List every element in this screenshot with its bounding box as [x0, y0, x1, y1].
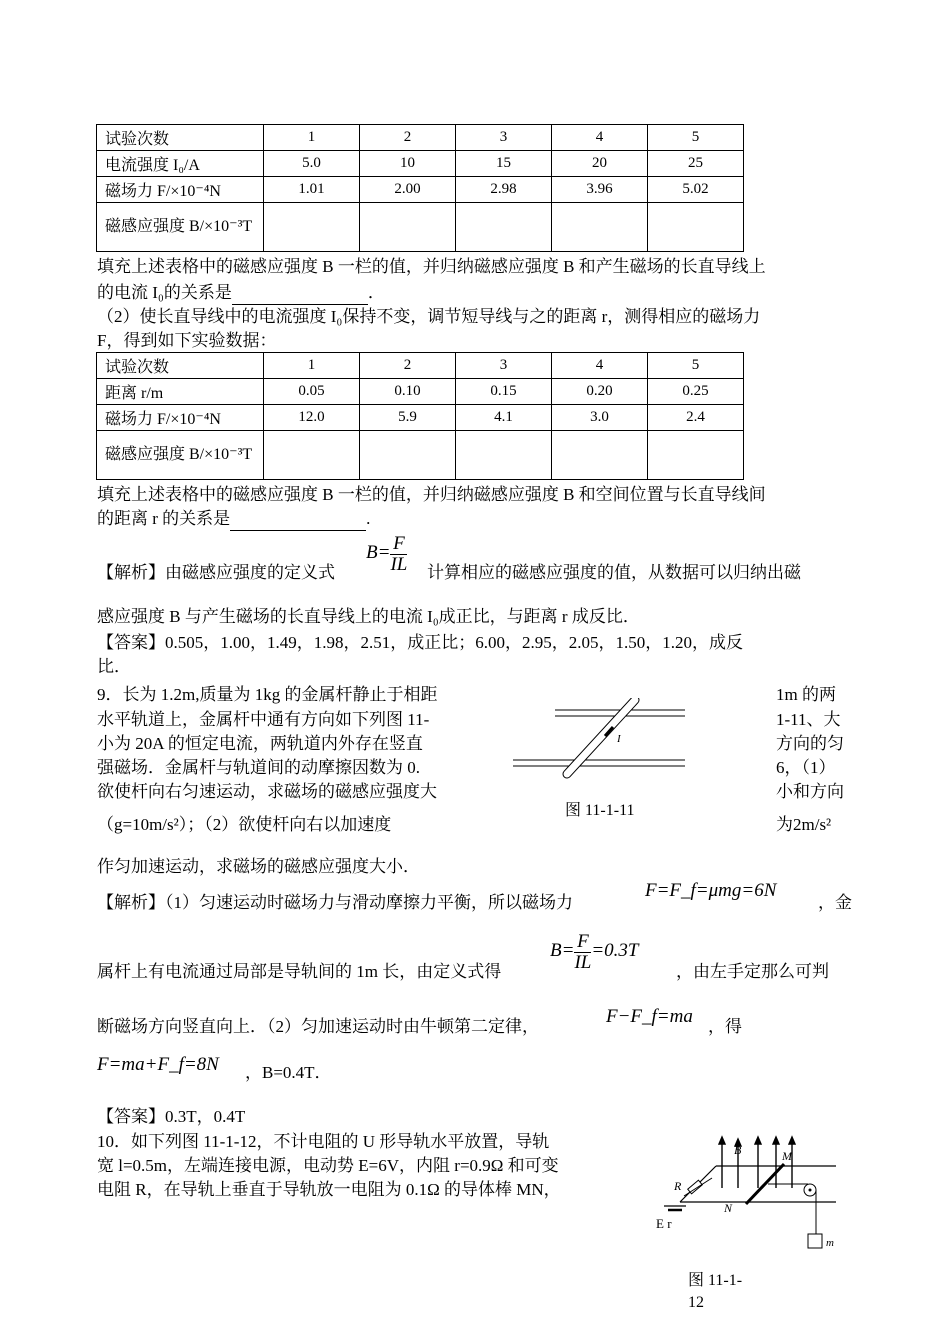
table-cell: 3: [456, 125, 552, 151]
paragraph-line: （2）使长直导线中的电流强度 I₀保持不变，调节短导线与之的距离 r，测得相应的磁场力: [97, 307, 761, 326]
paragraph-text: 的电流 I₀的关系是: [97, 283, 232, 302]
table-cell: 5.02: [648, 177, 744, 203]
rod-label-n: N: [724, 1201, 733, 1215]
pulley-axle: [809, 1189, 812, 1192]
table-row: [97, 353, 744, 379]
analysis-line: 感应强度 B 与产生磁场的长直导线上的电流 I₀成正比，与距离 r 成反比．: [97, 607, 640, 626]
table-cell: 磁感应强度 B/×10⁻³T: [97, 203, 264, 252]
analysis-line: 属杆上有电流通过局部是导轨间的 1m 长，由定义式得: [97, 962, 502, 981]
equation: F=F_f=μmg=6N: [645, 880, 777, 901]
table-cell: 1: [264, 125, 360, 151]
table-row: [97, 405, 744, 431]
equation: =0.3T: [591, 940, 639, 962]
analysis-line: ，金: [818, 893, 852, 912]
analysis-line: 【解析】（1）匀速运动时磁场力与滑动摩擦力平衡，所以磁场力: [97, 893, 573, 912]
analysis-line: ，由左手定那么可判: [676, 962, 829, 981]
table-cell: [264, 431, 360, 480]
table-cell: 2.4: [648, 405, 744, 431]
formula-b-value: B= $\frac{F}{IL}$ =0.3T: [550, 931, 639, 973]
paragraph-text: 的距离 r 的关系是: [97, 509, 231, 528]
table-cell: 5: [648, 353, 744, 379]
question-line: （g=10m/s²）；（2）欲使杆向右以加速度: [97, 815, 392, 834]
equation: F=ma+F_f=8N: [97, 1054, 219, 1075]
analysis-line: 【解析】由磁感应强度的定义式: [97, 563, 335, 582]
table-cell: 磁场力 F/×10⁻⁴N: [97, 177, 264, 203]
table-cell: 4.1: [456, 405, 552, 431]
paragraph-line: 的距离 r 的关系是 .: [97, 508, 370, 531]
question-line: 1m 的两: [776, 685, 836, 704]
figure-caption: 图 11-1-11: [565, 802, 635, 819]
metal-rod-inner: [567, 700, 635, 774]
question-line: 水平轨道上，金属杆中通有方向如下列图 11-: [97, 710, 430, 729]
table-cell: 3: [456, 353, 552, 379]
table-cell: 电流强度 I₀/A: [97, 151, 264, 177]
question-line: 电阻 R，在导轨上垂直于导轨放一电阻为 0.1Ω 的导体棒 MN，: [97, 1180, 561, 1199]
table-row: [97, 151, 744, 177]
paragraph-line: 的电流 I₀的关系是 ．: [97, 282, 385, 305]
table-cell: 3.0: [552, 405, 648, 431]
table-cell: 15: [456, 151, 552, 177]
table-cell: 距离 r/m: [97, 379, 264, 405]
question-line: 强磁场．金属杆与轨道间的动摩擦因数为 0.: [97, 758, 420, 777]
table-cell: 5.9: [360, 405, 456, 431]
table-cell: 2.98: [456, 177, 552, 203]
analysis-line: 计算相应的磁感应强度的值，从数据可以归纳出磁: [427, 563, 801, 582]
table-cell: 25: [648, 151, 744, 177]
table-cell: 3.96: [552, 177, 648, 203]
question-line: 作匀加速运动，求磁场的磁感应强度大小．: [97, 857, 420, 876]
question-line: 小和方向: [776, 782, 844, 801]
resistor-label: R: [674, 1179, 682, 1193]
mass-label: m: [826, 1237, 834, 1249]
hanging-mass: [808, 1234, 822, 1248]
table-cell: 1: [264, 353, 360, 379]
field-label: B: [734, 1143, 742, 1157]
table-cell: 4: [552, 125, 648, 151]
table-cell: [648, 431, 744, 480]
table-cell: 磁感应强度 B/×10⁻³T: [97, 431, 264, 480]
answer-line: 【答案】0.3T，0.4T: [97, 1107, 246, 1126]
data-table-2: [96, 352, 744, 480]
paragraph-line: 填充上述表格中的磁感应强度 B 一栏的值，并归纳磁感应强度 B 和空间位置与长直导线间: [97, 485, 766, 504]
table-cell: 20: [552, 151, 648, 177]
battery-label: E r: [656, 1216, 672, 1231]
table-cell: 12.0: [264, 405, 360, 431]
table-row: [97, 125, 744, 151]
table-cell: 2.00: [360, 177, 456, 203]
current-label: I: [617, 733, 621, 745]
question-line: 方向的匀: [776, 734, 844, 753]
table-cell: [456, 203, 552, 252]
table-cell: 5.0: [264, 151, 360, 177]
question-line: 为2m/s²: [776, 815, 832, 834]
table-cell: 0.05: [264, 379, 360, 405]
table-cell: 0.25: [648, 379, 744, 405]
answer-line: 比．: [97, 657, 131, 676]
table-cell: 0.10: [360, 379, 456, 405]
table-row: [97, 379, 744, 405]
question-line: 小为 20A 的恒定电流，两轨道内外存在竖直: [97, 734, 423, 753]
table-cell: [648, 203, 744, 252]
figure-caption: 图 11-1-: [688, 1272, 743, 1289]
table-row: [97, 177, 744, 203]
table-cell: [360, 203, 456, 252]
table-cell: [552, 431, 648, 480]
figure-11-1-11: [505, 698, 705, 790]
formula-b-definition: B= $\frac{F}{IL}$: [366, 533, 408, 575]
table-cell: 10: [360, 151, 456, 177]
table-row: [97, 203, 744, 252]
table-cell: 试验次数: [97, 353, 264, 379]
analysis-line: 断磁场方向竖直向上．（2）匀加速运动时由牛顿第二定律，: [97, 1017, 539, 1036]
table-cell: [552, 203, 648, 252]
table-cell: 0.15: [456, 379, 552, 405]
question-line: 10．如下列图 11-1-12，不计电阻的 U 形导轨水平放置，导轨: [97, 1132, 550, 1151]
table-cell: 4: [552, 353, 648, 379]
table-cell: [264, 203, 360, 252]
table-cell: [360, 431, 456, 480]
table-cell: 2: [360, 353, 456, 379]
question-line: 1-11、大: [776, 710, 841, 729]
answer-blank: [232, 282, 368, 305]
question-line: 欲使杆向右匀速运动，求磁场的磁感应强度大: [97, 782, 437, 801]
figure-caption: 12: [688, 1294, 704, 1311]
answer-blank: [230, 508, 366, 531]
question-line: 9．长为 1.2m,质量为 1kg 的金属杆静止于相距: [97, 685, 438, 704]
analysis-line: ，得: [708, 1017, 742, 1036]
table-row: [97, 431, 744, 480]
data-table-1: [96, 124, 744, 252]
table-cell: 1.01: [264, 177, 360, 203]
paragraph-line: 填充上述表格中的磁感应强度 B 一栏的值，并归纳磁感应强度 B 和产生磁场的长直导线上: [97, 257, 766, 276]
question-line: 6，（1）: [776, 758, 836, 777]
figure-11-1-12: [650, 1132, 850, 1256]
table-cell: 试验次数: [97, 125, 264, 151]
rod-label-m: M: [782, 1149, 792, 1163]
table-cell: 5: [648, 125, 744, 151]
equation: ，B=0.4T．: [245, 1063, 332, 1082]
table-cell: 2: [360, 125, 456, 151]
table-cell: [456, 431, 552, 480]
question-line: 宽 l=0.5m，左端连接电源，电动势 E=6V，内阻 r=0.9Ω 和可变: [97, 1156, 559, 1175]
paragraph-line: F，得到如下实验数据：: [97, 331, 277, 350]
table-cell: 磁场力 F/×10⁻⁴N: [97, 405, 264, 431]
answer-line: 【答案】0.505，1.00，1.49，1.98，2.51，成正比；6.00，2.95，2.05，1.50，1.20，成反: [97, 633, 743, 652]
equation: F−F_f=ma: [606, 1006, 693, 1027]
table-cell: 0.20: [552, 379, 648, 405]
